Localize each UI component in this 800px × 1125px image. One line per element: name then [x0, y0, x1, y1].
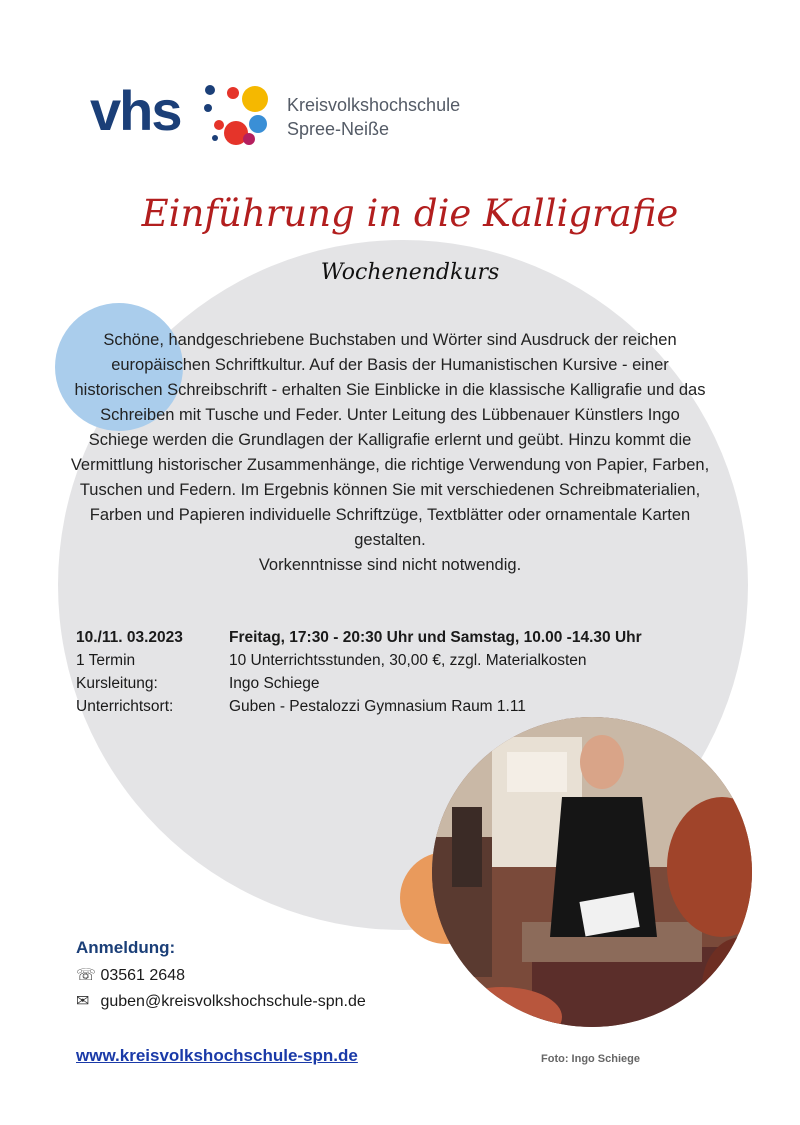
- course-subtitle: Wochenendkurs: [320, 260, 500, 285]
- info-label: Unterrichtsort:: [76, 698, 174, 715]
- info-row-teacher: [76, 672, 642, 695]
- info-label: 1 Termin: [76, 652, 136, 669]
- vhs-logo-dots-icon: [200, 80, 280, 150]
- phone-number[interactable]: 03561 2648: [100, 967, 185, 984]
- info-label: Kursleitung:: [76, 675, 158, 692]
- info-row-location: [76, 695, 642, 718]
- vhs-logo-wordmark: vhs: [90, 79, 181, 142]
- org-name: [287, 93, 460, 141]
- info-value: Freitag, 17:30 - 20:30 Uhr und Samstag, 10.00 -14.30 Uhr: [229, 629, 642, 646]
- course-description: [70, 328, 710, 578]
- registration-phone: [76, 965, 185, 985]
- info-row-sessions: [76, 649, 642, 672]
- website-link[interactable]: www.kreisvolkshochschule-spn.de: [76, 1046, 358, 1065]
- info-value: 10 Unterrichtsstunden, 30,00 €, zzgl. Materialkosten: [229, 652, 587, 669]
- description-note: Vorkenntnisse sind nicht notwendig.: [258, 556, 522, 574]
- info-value: Guben - Pestalozzi Gymnasium Raum 1.11: [229, 698, 526, 715]
- registration-email: [76, 991, 366, 1011]
- info-value: Ingo Schiege: [229, 675, 320, 692]
- phone-icon: ☏: [76, 967, 97, 984]
- info-row-date: [76, 626, 642, 649]
- course-photo: [432, 717, 752, 1027]
- course-title: Einführung in die Kalligrafie: [141, 192, 679, 235]
- info-label: 10./11. 03.2023: [76, 629, 183, 646]
- org-name-line1: Kreisvolkshochschule: [287, 95, 461, 115]
- org-name-line2: Spree-Neiße: [287, 119, 390, 139]
- email-icon: ✉: [76, 993, 90, 1010]
- registration-heading: Anmeldung:: [76, 938, 176, 957]
- email-address[interactable]: guben@kreisvolkshochschule-spn.de: [100, 993, 366, 1010]
- photo-credit: Foto: Ingo Schiege: [541, 1053, 640, 1065]
- course-info-table: [76, 626, 642, 718]
- description-text: Schöne, handgeschriebene Buchstaben und Wörter sind Ausdruck der reichen europäischen Schriftkultur. Auf der Basis der Humanistischen Kursive - einer historischen Schreibschrift - erhalten Sie Einblicke in die klassische Kalligrafie und das Schreiben mit Tusche und Feder. Unter Leitung des Lübbenauer Künstlers Ingo Schiege werden die Grundlagen der Kalligrafie erlernt und geübt. Hinzu kommt die Vermittlung historischer Zusammenhänge, die richtige Verwendung von Papier, Farben, Tuschen und Federn. Im Ergebnis können Sie mit verschiedenen Schreibmaterialien, Farben und Papieren individuelle Schriftzüge, Textblätter oder ornamentale Karten gestalten.: [70, 331, 710, 549]
